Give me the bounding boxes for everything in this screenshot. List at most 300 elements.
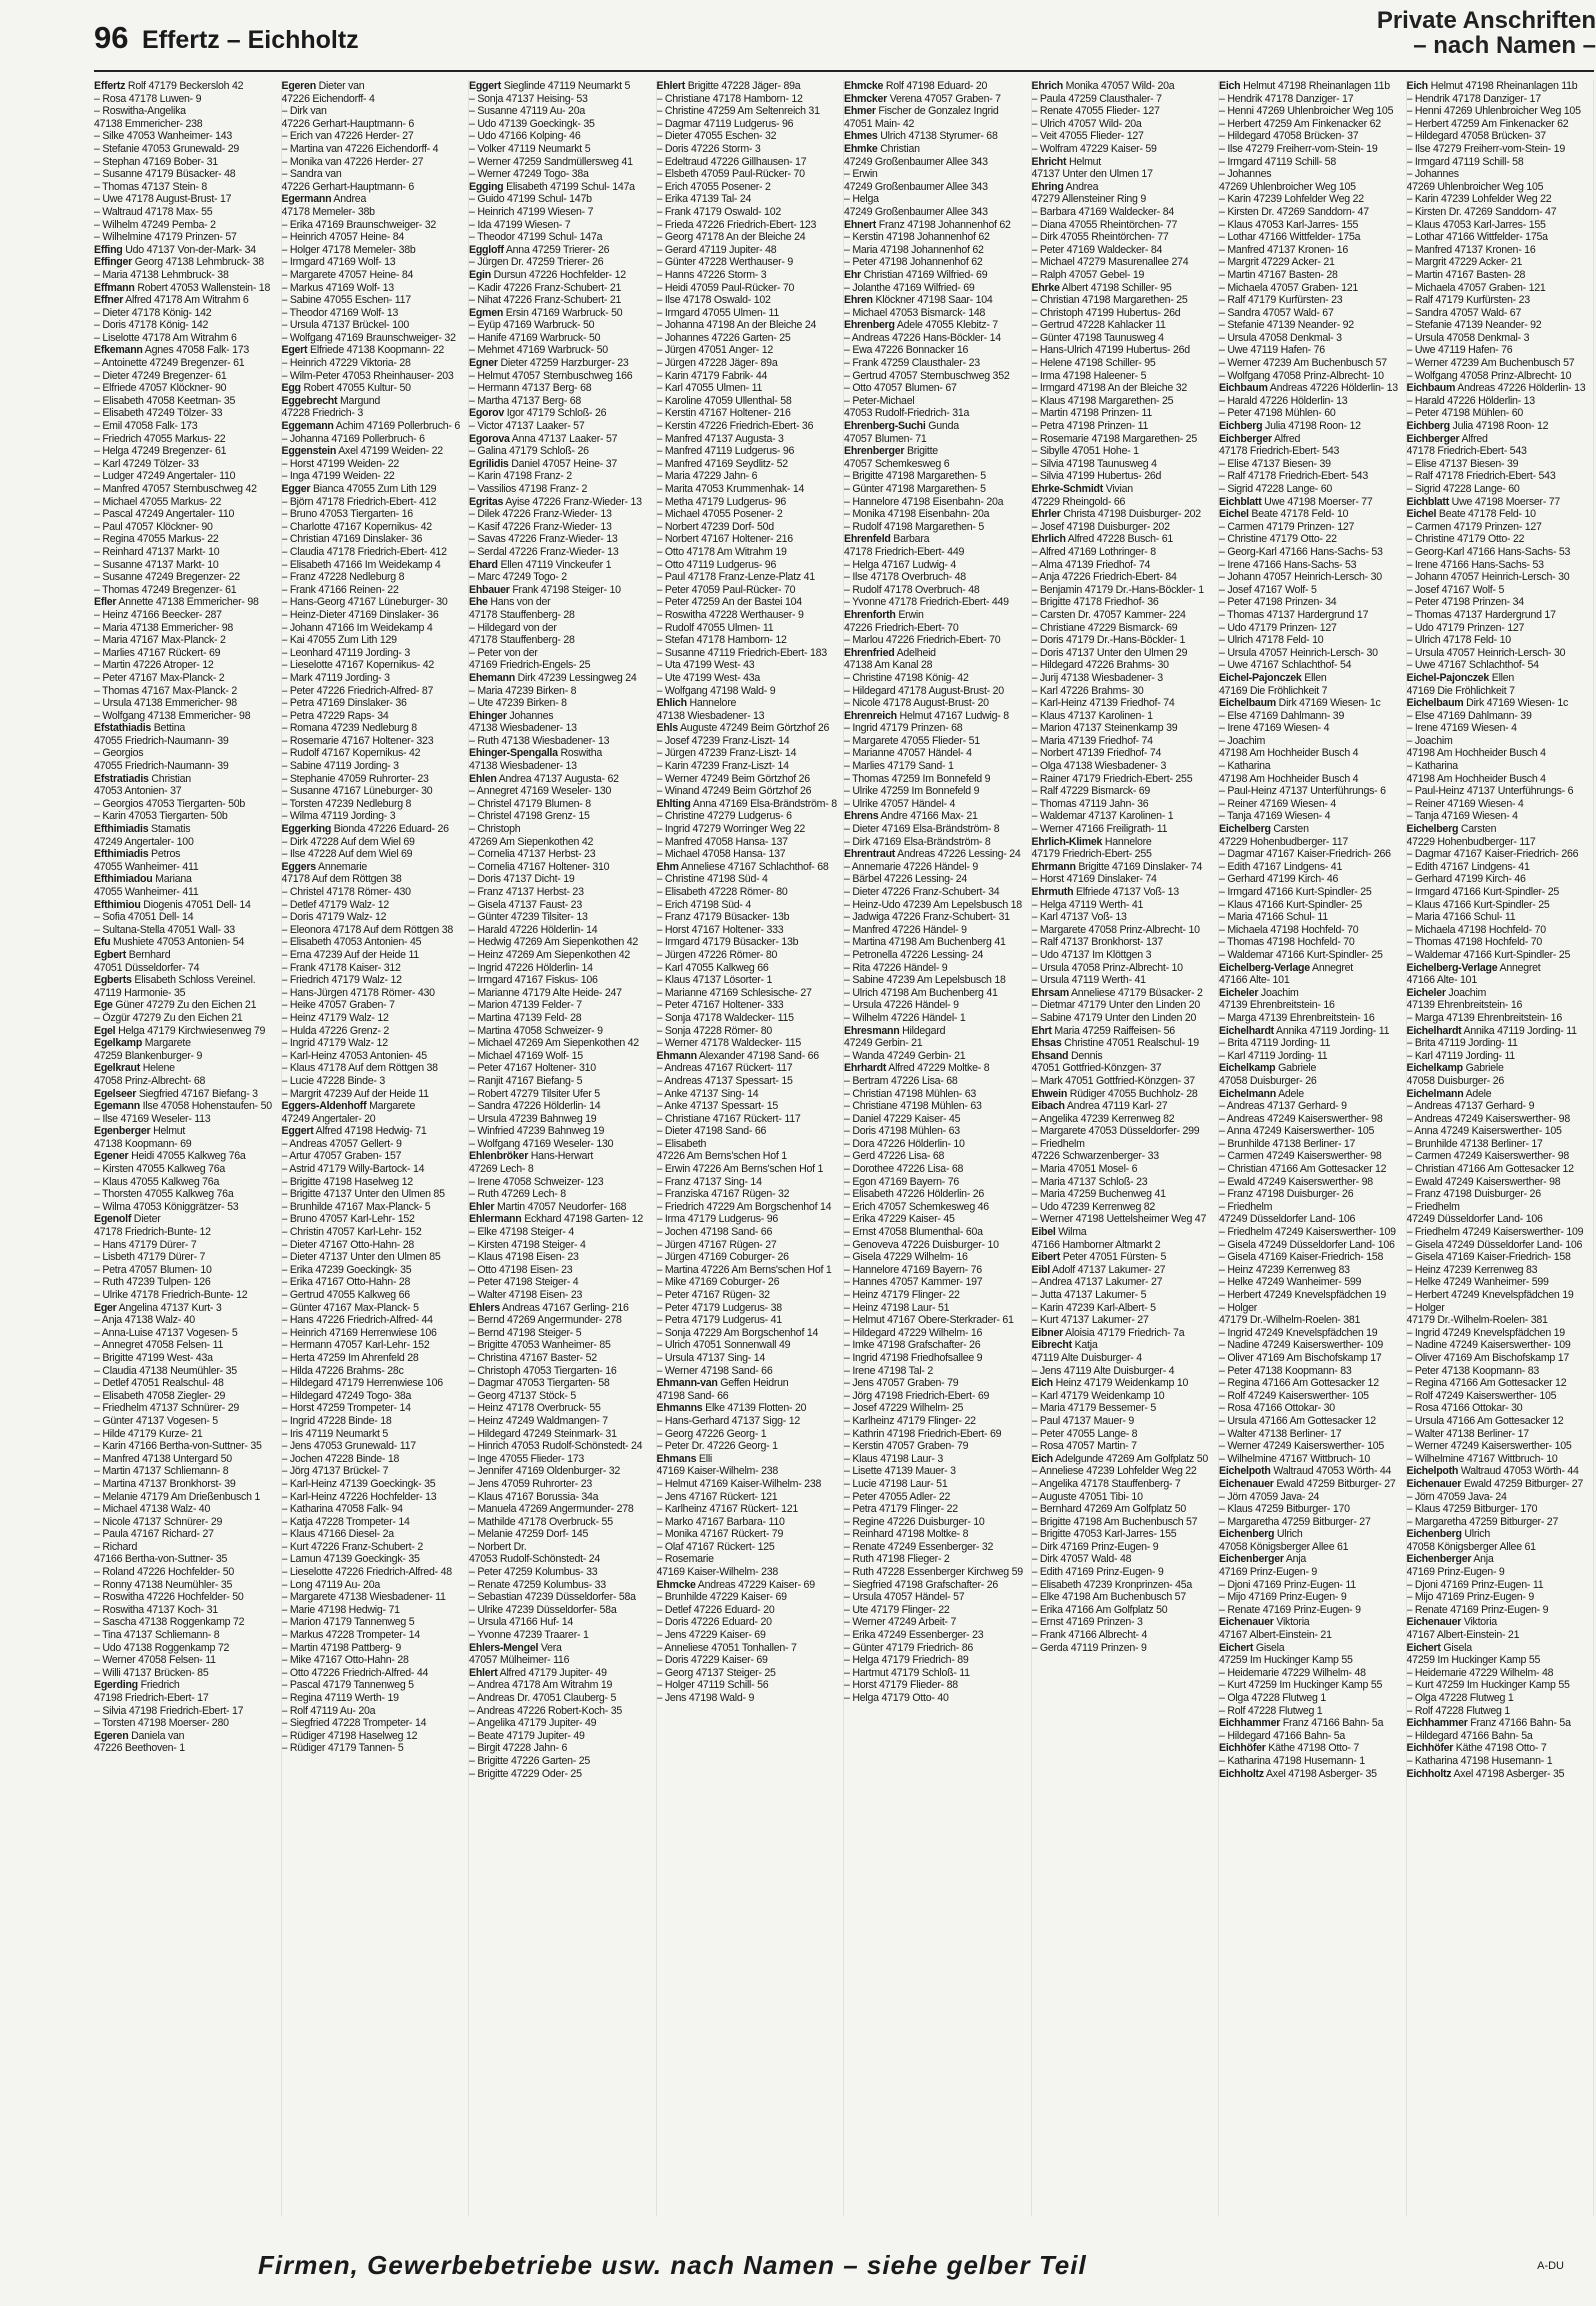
directory-entry: – Maria 47051 Mosel- 6: [1031, 1163, 1138, 1176]
directory-entry: – Irene 47169 Wiesen- 4: [1219, 722, 1330, 735]
directory-entry: – Christian 47166 Am Gottesacker 12: [1406, 1163, 1574, 1176]
directory-entry: Ehrt Maria 47259 Raiffeisen- 56: [1031, 1024, 1175, 1037]
directory-entry: – Romana 47239 Nedleburg 8: [281, 722, 417, 735]
directory-entry: – Georg 47137 Steiger- 25: [656, 1666, 776, 1679]
directory-entry: – Hanife 47169 Warbruck- 50: [469, 331, 601, 344]
directory-entry: – Erika 47139 Tal- 24: [656, 193, 752, 206]
directory-entry: – Martin 47137 Schliemann- 8: [94, 1465, 229, 1478]
directory-entry: – Holger 47178 Memeler- 38b: [281, 243, 416, 256]
directory-entry: – Georg 47137 Stöck- 5: [469, 1389, 576, 1402]
directory-entry: – Lieselotte 47226 Friedrich-Alfred- 48: [281, 1566, 452, 1579]
directory-entry: – Claudia 47178 Friedrich-Ebert- 412: [281, 545, 447, 558]
directory-entry: 47138 Emmericher- 238: [94, 117, 203, 130]
directory-entry: – Wilhelm 47226 Händel- 1: [844, 1011, 966, 1024]
directory-entry: Ehrlich-Klimek Hannelore: [1031, 835, 1152, 848]
directory-entry: – Nicole 47178 August-Brust- 20: [844, 697, 989, 710]
directory-entry: – Hans-Jürgen 47178 Römer- 430: [281, 986, 435, 999]
directory-entry: – Brunhilde 47138 Berliner- 17: [1219, 1137, 1356, 1150]
directory-entry: – Ruth 47269 Lech- 8: [469, 1188, 566, 1201]
directory-entry: – Manfred 47119 Ludgerus- 96: [656, 445, 795, 458]
directory-entry: – Siegfried 47198 Grafschafter- 26: [844, 1578, 999, 1591]
directory-entry: – Ilse 47169 Weseler- 113: [94, 1112, 211, 1125]
directory-entry: – Peter 47169 Waldecker- 84: [1031, 243, 1163, 256]
directory-entry: – Jolanthe 47169 Wilfried- 69: [844, 281, 975, 294]
directory-column-5: [844, 80, 1032, 2216]
directory-entry: Ehlert Alfred 47179 Jupiter- 49: [469, 1666, 607, 1679]
directory-entry: – Kerstin 47198 Johannenhof 62: [844, 231, 990, 244]
directory-entry: – Klaus 47055 Kalkweg 76a: [94, 1175, 220, 1188]
directory-entry: – Barbara 47169 Waldecker- 84: [1031, 205, 1175, 218]
directory-entry: Eichbaum Andreas 47226 Hölderlin- 13: [1406, 382, 1586, 395]
directory-entry: – Mark 47119 Jording- 3: [281, 671, 390, 684]
directory-entry: – Peter von der: [469, 646, 538, 659]
directory-entry: 47058 Königsberger Allee 61: [1219, 1540, 1349, 1553]
directory-entry: – Erna 47239 Auf der Heide 11: [281, 948, 419, 961]
directory-entry: – Michael 47279 Masurenallee 274: [1031, 256, 1189, 269]
footer-code: A-DU: [1537, 2260, 1564, 2272]
directory-entry: – Sandra 47226 Hölderlin- 14: [469, 1100, 601, 1113]
directory-entry: – Rosa 47166 Ottokar- 30: [1406, 1402, 1523, 1415]
directory-entry: – Harald 47226 Hölderlin- 13: [1219, 394, 1348, 407]
directory-entry: – Sofia 47051 Dell- 14: [94, 911, 194, 924]
directory-entry: – Wilhelmine 47179 Prinzen- 57: [94, 231, 237, 244]
directory-entry: – Liselotte 47178 Am Witrahm 6: [94, 331, 237, 344]
directory-entry: – Andreas 47226 Robert-Koch- 35: [469, 1704, 623, 1717]
directory-entry: Ehrenfried Adelheid: [844, 646, 936, 659]
directory-entry: Ehrentraut Andreas 47226 Lessing- 24: [844, 848, 1021, 861]
directory-entry: – Hildegard 47166 Bahn- 5a: [1406, 1729, 1533, 1742]
directory-entry: – Rolf 47228 Flutweg 1: [1406, 1704, 1510, 1717]
directory-entry: – Christian 47166 Am Gottesacker 12: [1219, 1163, 1387, 1176]
directory-entry: – Frank 47259 Clausthaler- 23: [844, 357, 980, 370]
directory-entry: – Wolfram 47229 Kaiser- 59: [1031, 142, 1157, 155]
directory-column-7: [1219, 80, 1407, 2216]
directory-entry: – Christin 47057 Karl-Lehr- 152: [281, 1226, 422, 1239]
directory-entry: – Udo 47179 Prinzen- 127: [1219, 621, 1337, 634]
directory-entry: Eichelmann Adele: [1219, 1087, 1304, 1100]
directory-entry: – Katharina: [1406, 760, 1458, 773]
directory-entry: – Vassilios 47198 Franz- 2: [469, 483, 588, 495]
directory-entry: – Andreas 47057 Gellert- 9: [281, 1137, 402, 1150]
directory-entry: – Udo 47138 Roggenkamp 72: [94, 1641, 230, 1654]
directory-entry: – Gisela 47137 Faust- 23: [469, 898, 582, 911]
directory-entry: – Dieter 47167 Otto-Hahn- 28: [281, 1238, 415, 1251]
directory-entry: Eichberg Julia 47198 Roon- 12: [1406, 420, 1549, 433]
directory-entry: – Peter Dr. 47226 Georg- 1: [656, 1440, 778, 1453]
directory-entry: – Björn 47178 Friedrich-Ebert- 412: [281, 495, 437, 508]
directory-entry: – Sigrid 47228 Lange- 60: [1219, 483, 1332, 495]
directory-entry: Ehring Andrea: [1031, 180, 1099, 193]
directory-entry: 47169 Die Fröhlichkeit 7: [1406, 684, 1515, 697]
directory-entry: – Christine 47198 Süd- 4: [656, 873, 768, 886]
directory-entry: – Imke 47198 Grafschafter- 26: [844, 1339, 981, 1352]
directory-entry: – Detlef 47179 Walz- 12: [281, 898, 390, 911]
directory-entry: – Frieda 47226 Friedrich-Ebert- 123: [656, 218, 817, 231]
directory-entry: – Thomas 47249 Bregenzer- 61: [94, 583, 237, 596]
directory-entry: 47228 Friedrich- 3: [281, 407, 363, 420]
directory-entry: – Lothar 47166 Wittfelder- 175a: [1219, 231, 1361, 244]
directory-entry: – Rosemarie 47198 Margarethen- 25: [1031, 432, 1197, 445]
directory-entry: – Katharina 47058 Falk- 94: [281, 1503, 403, 1516]
directory-entry: – Klaus 47198 Margarethen- 25: [1031, 394, 1174, 407]
directory-entry: – Werner 47249 Arbeit- 7: [844, 1616, 957, 1629]
directory-entry: Eichenauer Ewald 47259 Bitburger- 27: [1219, 1477, 1396, 1490]
directory-entry: – Peter 47167 Max-Planck- 2: [94, 671, 225, 684]
page-number: 96: [94, 20, 129, 55]
directory-entry: Eichenauer Viktoria: [1406, 1616, 1497, 1629]
directory-entry: – Irmgard 47169 Wolf- 13: [281, 256, 396, 269]
directory-entry: – Johanna 47169 Pollerbruch- 6: [281, 432, 425, 445]
directory-entry: – Silke 47053 Wanheimer- 143: [94, 130, 233, 143]
directory-entry: – Wilhelmine 47167 Wittbruch- 10: [1219, 1452, 1370, 1465]
directory-entry: – Peter 47198 Prinzen- 34: [1219, 596, 1337, 609]
directory-entry: Ehlen Andrea 47137 Augusta- 62: [469, 772, 619, 785]
directory-entry: – Hannes 47057 Kammer- 197: [844, 1276, 983, 1289]
directory-entry: Ehlting Anna 47169 Elsa-Brändström- 8: [656, 797, 837, 810]
directory-entry: Egelkraut Helene: [94, 1062, 175, 1075]
directory-entry: – Lieselotte 47167 Kopernikus- 42: [281, 659, 435, 672]
directory-entry: – Heinz 47249 Waldmangen- 7: [469, 1414, 608, 1427]
directory-entry: – Klaus 47053 Karl-Jarres- 155: [1219, 218, 1359, 231]
directory-entry: – Ilse 47228 Auf dem Wiel 69: [281, 848, 413, 861]
directory-entry: – Olga 47228 Flutweg 1: [1219, 1692, 1326, 1704]
directory-entry: 47179 Friedrich-Ebert- 255: [1031, 848, 1152, 861]
directory-entry: – Mark 47051 Gottfried-Könzgen- 37: [1031, 1074, 1195, 1087]
directory-entry: – Irene 47166 Hans-Sachs- 53: [1406, 558, 1544, 571]
directory-entry: – Waldemar 47166 Kurt-Spindler- 25: [1406, 948, 1571, 961]
directory-entry: – Bernd 47269 Angermunder- 278: [469, 1314, 622, 1327]
directory-entry: – Josef 47239 Franz-Liszt- 14: [656, 734, 790, 747]
directory-entry: – Karl-Heinz 47053 Antonien- 45: [281, 1049, 427, 1062]
directory-entry: – Peter 47167 Rügen- 32: [656, 1289, 770, 1301]
directory-entry: – Hans 47226 Friedrich-Alfred- 44: [281, 1314, 433, 1327]
directory-entry: – Ulrich 47178 Feld- 10: [1219, 634, 1324, 647]
directory-entry: – Dirk 47057 Wald- 48: [1031, 1553, 1132, 1566]
directory-entry: – Olga 47138 Wiesbadener- 3: [1031, 760, 1167, 773]
directory-entry: Egorov Igor 47179 Schloß- 26: [469, 407, 607, 420]
page-footer: [0, 2250, 1596, 2290]
directory-entry: – Nadine 47249 Kaiserswerther- 109: [1406, 1339, 1571, 1352]
directory-entry: – Michael 47055 Posener- 2: [656, 508, 783, 521]
directory-entry: – Wilma 47119 Jording- 3: [281, 810, 396, 823]
directory-entry: – Martin 47198 Prinzen- 11: [1031, 407, 1153, 420]
directory-entry: – Carmen 47249 Kaiserswerther- 98: [1219, 1150, 1382, 1163]
directory-entry: – Wolfgang 47058 Prinz-Albrecht- 10: [1219, 369, 1384, 382]
directory-entry: Ehlich Hannelore: [656, 697, 737, 710]
directory-entry: – Erich 47055 Posener- 2: [656, 180, 771, 193]
directory-entry: – Andreas 47249 Kaiserswerther- 98: [1406, 1112, 1570, 1125]
directory-entry: – Metha 47179 Ludgerus- 96: [656, 495, 787, 508]
directory-entry: – Rosa 47057 Martin- 7: [1031, 1440, 1137, 1453]
directory-entry: Eichblatt Uwe 47198 Moerser- 77: [1406, 495, 1561, 508]
directory-entry: – Manfred 47137 Kronen- 16: [1406, 243, 1536, 256]
directory-entry: – Uwe 47119 Hafen- 76: [1219, 344, 1325, 357]
directory-entry: Eichhöfer Käthe 47198 Otto- 7: [1219, 1742, 1359, 1755]
directory-entry: Eicheler Joachim: [1219, 986, 1299, 999]
directory-entry: – Paula 47259 Clausthaler- 7: [1031, 92, 1162, 105]
directory-entry: – Norbert 47239 Dorf- 50d: [656, 520, 774, 533]
directory-entry: – Horst 47259 Trompeter- 14: [281, 1402, 411, 1415]
directory-entry: – Hulda 47226 Grenz- 2: [281, 1024, 390, 1037]
directory-entry: – Peter 47198 Prinzen- 34: [1406, 596, 1524, 609]
directory-entry: – Ilse 47178 Overbruch- 48: [844, 571, 966, 584]
directory-entry: 47249 Düsseldorfer Land- 106: [1219, 1213, 1356, 1226]
directory-entry: Ehmcker Verena 47057 Graben- 7: [844, 92, 1001, 105]
directory-entry: – Ralph 47057 Gebel- 19: [1031, 268, 1145, 281]
footer-note: Firmen, Gewerbebetriebe usw. nach Namen – siehe gelber Teil: [258, 2250, 1087, 2280]
directory-entry: – Christel 47178 Römer- 430: [281, 886, 411, 898]
directory-entry: Ehmanns Elke 47139 Flotten- 20: [656, 1402, 807, 1415]
directory-entry: 47269 Lech- 8: [469, 1163, 534, 1176]
directory-entry: – Bernhard 47269 Am Golfplatz 50: [1031, 1503, 1187, 1516]
directory-entry: – Dirk 47169 Prinz-Eugen- 9: [1031, 1540, 1159, 1553]
directory-entry: – Hildegard 47058 Brücken- 37: [1219, 130, 1359, 143]
directory-entry: – Heinz 47179 Flinger- 22: [844, 1289, 960, 1301]
directory-entry: – Katharina 47198 Husemann- 1: [1406, 1754, 1553, 1767]
directory-entry: – Dietmar 47179 Unter den Linden 20: [1031, 999, 1201, 1012]
directory-entry: – Monika 47167 Rückert- 79: [656, 1528, 784, 1541]
directory-entry: – Uwe 47178 August-Brust- 17: [94, 193, 232, 206]
directory-entry: 47178 Memeler- 38b: [281, 205, 375, 218]
directory-entry: – Ursula 47166 Huf- 14: [469, 1616, 574, 1629]
directory-entry: Eichel Beate 47178 Feld- 10: [1219, 508, 1349, 521]
directory-entry: – Dieter 47226 Franz-Schubert- 34: [844, 886, 1000, 898]
directory-entry: – Klaus 47259 Bitburger- 170: [1219, 1503, 1350, 1516]
directory-entry: – Friedhelm: [1031, 1137, 1085, 1150]
directory-entry: – Petra 47169 Dinslaker- 36: [281, 697, 407, 710]
directory-entry: – Maria 47259 Buchenweg 41: [1031, 1188, 1166, 1201]
directory-entry: Efstathiadis Bettina: [94, 722, 185, 735]
directory-entry: Eichelberg Carsten: [1219, 823, 1309, 836]
directory-entry: – Wolfgang 47169 Weseler- 130: [469, 1137, 614, 1150]
directory-entry: – Jens 47198 Wald- 9: [656, 1692, 755, 1704]
directory-entry: – Andreas 47137 Gerhard- 9: [1219, 1100, 1347, 1113]
directory-entry: 47053 Rudolf-Schönstedt- 24: [469, 1553, 601, 1566]
directory-entry: – Erika 47239 Goeckingk- 35: [281, 1263, 412, 1276]
directory-entry: – Hanns 47226 Storm- 3: [656, 268, 767, 281]
directory-entry: – Horst 47169 Dinslaker- 74: [1031, 873, 1157, 886]
directory-entry: Ehlert Brigitte 47228 Jäger- 89a: [656, 80, 801, 92]
directory-entry: – Jurij 47138 Wiesbadener- 3: [1031, 671, 1163, 684]
directory-entry: Ehinger Johannes: [469, 709, 554, 722]
directory-entry: – Marie 47198 Hedwig- 71: [281, 1603, 400, 1616]
directory-entry: 47138 Wiesbadener- 13: [469, 722, 577, 735]
directory-entry: – Margarete 47055 Flieder- 51: [844, 734, 980, 747]
directory-entry: – Heinrich 47199 Wiesen- 7: [469, 205, 594, 218]
directory-entry: – Paula 47167 Richard- 27: [94, 1528, 214, 1541]
directory-entry: – Rosemarie 47167 Holtener- 323: [281, 734, 434, 747]
directory-entry: – Hannelore 47198 Eisenbahn- 20a: [844, 495, 1004, 508]
directory-entry: Eggerking Bionda 47226 Eduard- 26: [281, 823, 449, 836]
directory-entry: – Monika 47198 Eisenbahn- 20a: [844, 508, 990, 521]
directory-entry: – Stefanie 47139 Neander- 92: [1219, 319, 1354, 332]
directory-entry: – Angelika 47239 Kerrenweg 82: [1031, 1112, 1175, 1125]
directory-entry: – Ralf 47229 Bismarck- 69: [1031, 785, 1151, 798]
directory-entry: – Brigitte 47226 Garten- 25: [469, 1754, 591, 1767]
directory-entry: – Michael 47138 Walz- 40: [94, 1503, 211, 1516]
directory-entry: Efthimiadou Mariana: [94, 873, 192, 886]
directory-entry: 47119 Alte Duisburger- 4: [1031, 1351, 1142, 1364]
directory-entry: – Margarete 47138 Wiesbadener- 11: [281, 1591, 446, 1604]
directory-entry: Eichhammer Franz 47166 Bahn- 5a: [1219, 1717, 1384, 1730]
directory-entry: 47178 Friedrich-Bunte- 12: [94, 1226, 211, 1239]
directory-entry: – Helmut 47057 Sternbuschweg 166: [469, 369, 633, 382]
directory-entry: – Irene 47166 Hans-Sachs- 53: [1219, 558, 1357, 571]
directory-entry: 47169 Prinz-Eugen- 9: [1219, 1566, 1318, 1579]
directory-entry: – Katharina 47198 Husemann- 1: [1219, 1754, 1365, 1767]
directory-entry: – Hildegard 47229 Wilhelm- 16: [844, 1326, 983, 1339]
directory-entry: – Maria 47229 Jahn- 6: [656, 470, 758, 483]
directory-entry: – Michaela 47057 Graben- 121: [1219, 281, 1359, 294]
directory-entry: – Christoph 47053 Tiergarten- 16: [469, 1364, 617, 1377]
directory-entry: – Annemarie 47226 Händel- 9: [844, 860, 979, 873]
directory-entry: – Doris 47137 Unter den Ulmen 29: [1031, 646, 1188, 659]
directory-entry: – Karin 47239 Lohfelder Weg 22: [1219, 193, 1364, 206]
directory-entry: – Christiane 47167 Rückert- 117: [656, 1112, 801, 1125]
directory-entry: Eggers Annemarie: [281, 860, 368, 873]
directory-entry: – Helga 47167 Ludwig- 4: [844, 558, 957, 571]
directory-entry: – Ulrike 47259 Im Bonnefeld 9: [844, 785, 980, 798]
directory-entry: Ehm Anneliese 47167 Schlachthof- 68: [656, 860, 829, 873]
directory-entry: – Ralf 47178 Friedrich-Ebert- 543: [1219, 470, 1368, 483]
directory-entry: – Heinz 47179 Walz- 12: [281, 1011, 389, 1024]
directory-entry: – Rosa 47178 Luwen- 9: [94, 92, 202, 105]
directory-entry: – Hans-Gerhard 47137 Sigg- 12: [656, 1414, 801, 1427]
directory-entry: 47179 Dr.-Wilhelm-Roelen- 381: [1406, 1314, 1548, 1327]
directory-entry: – Edith 47167 Lindgens- 41: [1219, 860, 1343, 873]
directory-entry: Efstratiadis Christian: [94, 772, 191, 785]
directory-entry: – Günter 47167 Max-Planck- 5: [281, 1301, 419, 1314]
directory-entry: – Susanne 47179 Büsacker- 48: [94, 168, 236, 181]
directory-entry: – Christine 47279 Ludgerus- 6: [656, 810, 792, 823]
directory-entry: – Hermann 47057 Karl-Lehr- 152: [281, 1339, 430, 1352]
directory-entry: Eichelpoth Waltraud 47053 Wörth- 44: [1219, 1465, 1392, 1478]
directory-entry: – Else 47169 Dahlmann- 39: [1406, 709, 1532, 722]
directory-entry: – Hilda 47226 Brahms- 28c: [281, 1364, 404, 1377]
directory-entry: – Elisabeth 47249 Tölzer- 33: [94, 407, 223, 420]
directory-entry: – Erika 47167 Otto-Hahn- 28: [281, 1276, 411, 1289]
directory-entry: – Mijo 47169 Prinz-Eugen- 9: [1406, 1591, 1535, 1604]
directory-entry: – Dora 47226 Hölderlin- 10: [844, 1137, 965, 1150]
directory-entry: – Kurt 47259 Im Huckinger Kamp 55: [1406, 1679, 1570, 1692]
directory-entry: 47137 Unter den Ulmen 17: [1031, 168, 1153, 181]
directory-entry: – Werner 47166 Freiligrath- 11: [1031, 823, 1168, 836]
directory-entry: – Friedhelm 47249 Kaiserswerther- 109: [1406, 1226, 1584, 1239]
directory-entry: – Helmut 47169 Kaiser-Wilhelm- 238: [656, 1477, 822, 1490]
directory-entry: 47279 Allensteiner Ring 9: [1031, 193, 1146, 206]
directory-entry: – Heinrich 47229 Viktoria- 28: [281, 357, 411, 370]
directory-entry: Eggert Sieglinde 47119 Neumarkt 5: [469, 80, 631, 92]
directory-entry: Ehrke-Schmidt Vivian: [1031, 483, 1133, 495]
directory-entry: – Ilse 47279 Freiherr-vom-Stein- 19: [1406, 142, 1565, 155]
directory-column-2: [282, 80, 470, 2216]
directory-entry: 47249 Angertaler- 100: [94, 835, 194, 848]
directory-entry: Ehmer Fischer de Gonzalez Ingrid: [844, 105, 999, 118]
directory-entry: Eichelmann Adele: [1406, 1087, 1492, 1100]
directory-entry: Efler Annette 47138 Emmericher- 98: [94, 596, 259, 609]
directory-entry: – Oliver 47169 Am Bischofskamp 17: [1219, 1351, 1382, 1364]
directory-entry: Egel Helga 47179 Kirchwiesenweg 79: [94, 1024, 266, 1037]
directory-entry: 47167 Albert-Einstein- 21: [1219, 1629, 1332, 1642]
directory-entry: – Walter 47138 Berliner- 17: [1219, 1427, 1342, 1440]
directory-entry: 47226 Gerhart-Hauptmann- 6: [281, 117, 414, 130]
directory-entry: – Sabine 47055 Eschen- 117: [281, 294, 411, 307]
directory-entry: – Brigitte 47198 Haselweg 12: [281, 1175, 413, 1188]
directory-entry: – Ulrich 47051 Sonnenwall 49: [656, 1339, 791, 1352]
directory-entry: 47198 Am Hochheider Busch 4: [1219, 772, 1359, 785]
directory-entry: – Jürgen 47226 Römer- 80: [656, 948, 778, 961]
directory-entry: – Ute 47199 West- 43a: [656, 671, 761, 684]
directory-entry: – Kurt 47137 Lakumer- 27: [1031, 1314, 1149, 1327]
directory-entry: Eichelkamp Gabriele: [1406, 1062, 1504, 1075]
directory-entry: – Irmgard 47167 Fiskus- 106: [469, 974, 598, 987]
directory-entry: – Jörn 47059 Java- 24: [1219, 1490, 1320, 1503]
directory-entry: – Uwe 47167 Schlachthof- 54: [1406, 659, 1539, 672]
directory-entry: – Gisela 47249 Düsseldorfer Land- 106: [1219, 1238, 1395, 1251]
directory-entry: – Brunhilde 47167 Max-Planck- 5: [281, 1200, 431, 1213]
directory-entry: – Elise 47137 Biesen- 39: [1406, 457, 1519, 470]
directory-entry: – Dagmar 47167 Kaiser-Friedrich- 266: [1406, 848, 1579, 861]
directory-entry: – Otto 47178 Am Witrahm 19: [656, 545, 787, 558]
directory-entry: – Martina van 47226 Eichendorff- 4: [281, 142, 439, 155]
directory-entry: – Rolf 47119 Au- 20a: [281, 1704, 376, 1717]
directory-entry: – Elisabeth 47239 Kronprinzen- 45a: [1031, 1578, 1193, 1591]
directory-entry: – Ursula 47137 Brückel- 100: [281, 319, 410, 332]
directory-entry: Efthimiadis Stamatis: [94, 823, 191, 836]
directory-entry: – Elisabeth 47226 Hölderlin- 26: [844, 1188, 985, 1201]
directory-entry: – Karl-Heinz 47226 Hochfelder- 13: [281, 1490, 437, 1503]
directory-entry: Egmen Ersin 47169 Warbruck- 50: [469, 306, 623, 319]
directory-entry: – Dieter 47198 Sand- 66: [656, 1125, 767, 1138]
directory-entry: – Volker 47119 Neumarkt 5: [469, 142, 591, 155]
directory-entry: – Artur 47057 Graben- 157: [281, 1150, 402, 1163]
directory-entry: – Brigitte 47199 West- 43a: [94, 1351, 213, 1364]
directory-entry: – Martha 47137 Berg- 68: [469, 394, 582, 407]
directory-entry: – Waldemar 47166 Kurt-Spindler- 25: [1219, 948, 1383, 961]
directory-entry: – Victor 47137 Laaker- 57: [469, 420, 585, 433]
directory-entry: – Marion 47137 Steinenkamp 39: [1031, 722, 1178, 735]
directory-entry: – Brunhilde 47229 Kaiser- 69: [656, 1591, 787, 1604]
directory-entry: – Peter 47138 Koopmann- 83: [1406, 1364, 1539, 1377]
directory-entry: Efthimiadis Petros: [94, 848, 181, 861]
directory-entry: – Günter 47228 Werthauser- 9: [656, 256, 793, 269]
directory-entry: – Lamun 47139 Goeckingk- 35: [281, 1553, 420, 1566]
directory-entry: – Iris 47119 Neumarkt 5: [281, 1427, 389, 1440]
directory-entry: – Martin 47198 Pattberg- 9: [281, 1641, 402, 1654]
directory-entry: – Martina 47226 Am Berns'schen Hof 1: [656, 1263, 832, 1276]
directory-entry: Egorova Anna 47137 Laaker- 57: [469, 432, 618, 445]
directory-entry: – Georg 47226 Georg- 1: [656, 1427, 767, 1440]
directory-entry: – Waldemar 47137 Karolinen- 1: [1031, 810, 1174, 823]
directory-entry: – Uta 47199 West- 43: [656, 659, 755, 672]
directory-entry: 47226 Am Berns'schen Hof 1: [656, 1150, 787, 1163]
directory-entry: – Dirk 47169 Elsa-Brändström- 8: [844, 835, 991, 848]
directory-entry: – Margrit 47229 Acker- 21: [1406, 256, 1523, 269]
directory-entry: – Klaus 47137 Lösorter- 1: [656, 974, 773, 987]
directory-entry: 47167 Albert-Einstein- 21: [1406, 1629, 1520, 1642]
directory-entry: Eichelbaum Dirk 47169 Wiesen- 1c: [1406, 697, 1569, 710]
directory-entry: – Theodor 47169 Wolf- 13: [281, 306, 399, 319]
directory-entry: – Gertrud 47228 Kahlacker 11: [1031, 319, 1166, 332]
directory-entry: – Gertrud 47057 Sternbuschweg 352: [844, 369, 1010, 382]
directory-entry: – Özgür 47279 Zu den Eichen 21: [94, 1011, 243, 1024]
directory-entry: Efthimiou Diogenis 47051 Dell- 14: [94, 898, 251, 911]
directory-entry: – Martina 47139 Feld- 28: [469, 1011, 582, 1024]
directory-entry: Eichenberg Ulrich: [1219, 1528, 1303, 1541]
directory-entry: – Christine 47179 Otto- 22: [1219, 533, 1337, 546]
directory-entry: – Margaretha 47259 Bitburger- 27: [1219, 1515, 1371, 1528]
directory-entry: 47057 Blumen- 71: [844, 432, 927, 445]
